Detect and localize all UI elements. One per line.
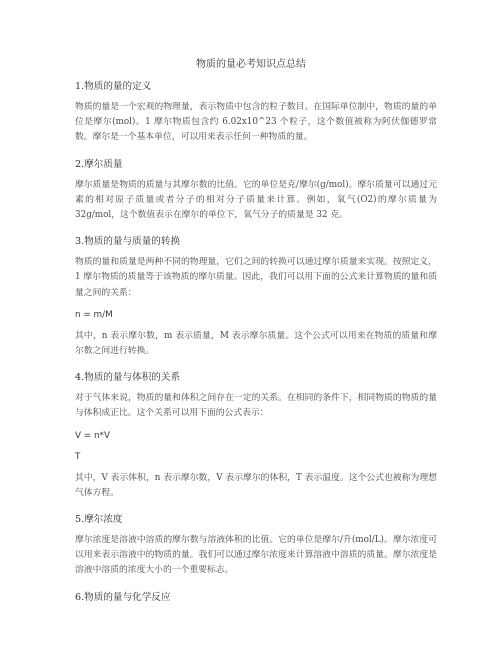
section-heading-definition: 1.物质的量的定义 — [75, 81, 152, 92]
section-paragraph: 物质的量和质量是两种不同的物理量，它们之间的转换可以通过摩尔质量来实现。按照定义，1 摩尔物质的质量等于该物质的摩尔质量。因此，我们可以用下面的公式来计算物质的量和质量之间的关系： — [75, 257, 437, 298]
section-paragraph: 对于气体来说，物质的量和体积之间存在一定的关系。在相同的条件下，相同物质的物质的量与体积成正比。这个关系可以用下面的公式表示： — [75, 393, 437, 419]
section-heading-mass-conversion: 3.物质的量与质量的转换 — [75, 236, 181, 248]
document-title: 物质的量必考知识点总结 — [196, 59, 306, 70]
section-paragraph: 其中，V 表示体积，n 表示摩尔数，V 表示摩尔的体积，T 表示温度。这个公式也被称为理想气体方程。 — [75, 472, 437, 498]
section-heading-volume-relation: 4.物质的量与体积的关系 — [75, 372, 181, 384]
formula: T — [75, 451, 81, 462]
section-paragraph: 物质的量是一个宏观的物理量，表示物质中包含的粒子数目。在国际单位制中，物质的量的单位是摩尔(mol)。1 摩尔物质包含约 6.02x10^23 个粒子，这个数值被称为阿伏伽德罗常数。摩尔是一个基本单位，可以用来表示任何一种物质的量。 — [75, 102, 437, 143]
section-heading-molar-concentration: 5.摩尔浓度 — [75, 514, 123, 526]
section-paragraph: 摩尔质量是物质的质量与其摩尔数的比值。它的单位是克/摩尔(g/mol)。摩尔质量可以通过元素的相对原子质量或者分子的相对分子质量来计算。例如，氧气(O2)的摩尔质量为 32g/mol，这个数值表示在摩尔的单位下，氧气分子的质量是 32 克。 — [75, 179, 437, 221]
section-paragraph: 其中，n 表示摩尔数，m 表示质量，M 表示摩尔质量。这个公式可以用来在物质的质量和摩尔数之间进行转换。 — [75, 330, 437, 357]
document-body — [75, 80, 437, 611]
section-paragraph: 摩尔浓度是溶液中溶质的摩尔数与溶液体积的比值。它的单位是摩尔/升(mol/L)。摩尔浓度可以用来表示溶液中的物质的量。我们可以通过摩尔浓度来计算溶液中溶质的质量。摩尔浓度是溶液中溶质的浓度大小的一个重要标志。 — [75, 535, 437, 576]
section-heading-chemical-reaction: 6.物质的量与化学反应 — [75, 591, 171, 603]
formula: V = n*V — [75, 430, 110, 441]
section-heading-molar-mass: 2.摩尔质量 — [75, 158, 123, 170]
formula: n = m/M — [75, 309, 113, 320]
